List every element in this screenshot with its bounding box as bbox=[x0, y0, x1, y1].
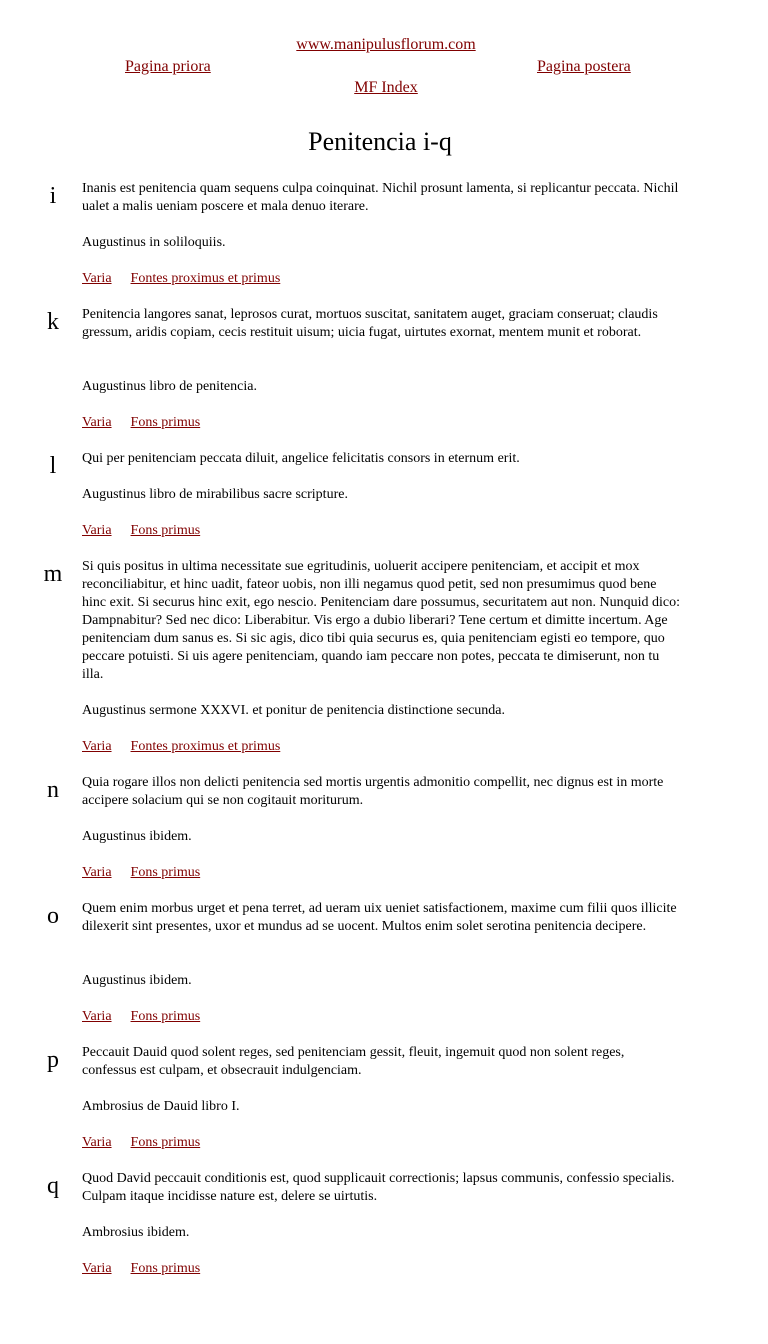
entry-quote: Peccauit Dauid quod solent reges, sed penitenciam gessit, fleuit, ingemuit quod non solent reges, confessus est culpam, et obsecrauit indulgenciam. bbox=[82, 1045, 625, 1078]
entry-letter: n bbox=[47, 777, 59, 803]
entry-quote: Quem enim morbus urget et pena terret, ad ueram uix ueniet satisfactionem, maxime cum filii quos illicite dilexerit sint presentes, uxor et mundus ad se uocent. Multos enim solet serotina penitencia decipere. bbox=[82, 901, 677, 934]
entry-quote: Qui per penitenciam peccata diluit, angelice felicitatis consors in eternum erit. bbox=[82, 451, 520, 466]
entry-links bbox=[82, 864, 200, 882]
entry-links bbox=[82, 1008, 200, 1026]
entry-letter: m bbox=[43, 561, 63, 587]
entry-quote: Quod David peccauit conditionis est, quod supplicauit correctionis; lapsus communis, confessio specialis. Culpam itaque incidisse nature est, delere se uirtutis. bbox=[82, 1171, 675, 1204]
entry-source: Augustinus libro de penitencia. bbox=[82, 379, 257, 394]
fons-primus-link[interactable]: Fons primus bbox=[130, 415, 201, 430]
entry-letter: p bbox=[47, 1047, 59, 1073]
varia-link[interactable]: Varia bbox=[82, 1261, 112, 1276]
entry-links bbox=[82, 522, 200, 540]
varia-link[interactable]: Varia bbox=[82, 1135, 112, 1150]
varia-link[interactable]: Varia bbox=[82, 1009, 112, 1024]
varia-link[interactable]: Varia bbox=[82, 415, 112, 430]
entry-source: Augustinus in soliloquiis. bbox=[82, 235, 226, 250]
entry-letter: l bbox=[49, 453, 57, 479]
mf-index-link[interactable]: MF Index bbox=[354, 79, 418, 96]
fons-primus-link[interactable]: Fons primus bbox=[130, 1009, 201, 1024]
fons-primus-link[interactable]: Fons primus bbox=[130, 865, 201, 880]
entry-quote: Penitencia langores sanat, leprosos curat, mortuos suscitat, sanitatem auget, graciam conseruat; claudis gressum, aridis copiam, cecis restituit uisum; uicia fugat, uirtutes exornat, mentem munit et roborat. bbox=[82, 307, 658, 340]
varia-link[interactable]: Varia bbox=[82, 271, 112, 286]
varia-link[interactable]: Varia bbox=[82, 523, 112, 538]
entry-links bbox=[82, 738, 280, 756]
entry-quote: Si quis positus in ultima necessitate sue egritudinis, uoluerit accipere penitenciam, et accipit et mox reconciliabitur, et hinc uadit, fateor uobis, non illi negamus quod petit, sed non presumimus quod bene hinc exit. Si securus hinc exit, ego nescio. Penitenciam dare possumus, securitatem aut non. Nunquid dico: Dampnabitur? Sed nec dico: Liberabitur. Vis ergo a dubio liberari? Tene certum et dimitte incertum. Age penitenciam dum sanus es. Si sic agis, dico tibi quia securus es, quia penitenciam egisti eo tempore, quo peccare potuisti. Si uis agere penitenciam, quando iam peccare non potes, peccata te dimiserunt, non tu illa. bbox=[82, 559, 680, 682]
prev-page-link[interactable]: Pagina priora bbox=[125, 58, 211, 75]
entry-source: Ambrosius ibidem. bbox=[82, 1225, 190, 1240]
entry-quote: Quia rogare illos non delicti penitencia sed mortis urgentis admonitio compellit, nec dignus est in morte accipere solacium qui se non cogitauit moriturum. bbox=[82, 775, 664, 808]
entry-source: Ambrosius de Dauid libro I. bbox=[82, 1099, 240, 1114]
entry-links bbox=[82, 1134, 200, 1152]
entry-links bbox=[82, 414, 200, 432]
entry-letter: i bbox=[49, 183, 57, 209]
entry-letter: o bbox=[47, 903, 59, 929]
site-home-link[interactable]: www.manipulusflorum.com bbox=[296, 36, 476, 53]
entry-source: Augustinus sermone XXXVI. et ponitur de penitencia distinctione secunda. bbox=[82, 703, 506, 718]
entry-source: Augustinus libro de mirabilibus sacre scripture. bbox=[82, 487, 348, 502]
fontes-link[interactable]: Fontes proximus et primus bbox=[130, 271, 281, 286]
entry-letter: q bbox=[47, 1173, 59, 1199]
entry-source: Augustinus ibidem. bbox=[82, 973, 192, 988]
entry-quote: Inanis est penitencia quam sequens culpa coinquinat. Nichil prosunt lamenta, si replicantur peccata. Nichil ualet a malis ueniam poscere et mala denuo iterare. bbox=[82, 181, 679, 214]
varia-link[interactable]: Varia bbox=[82, 739, 112, 754]
page-title: Penitencia i-q bbox=[308, 127, 452, 156]
entry-links bbox=[82, 1260, 200, 1278]
fontes-link[interactable]: Fontes proximus et primus bbox=[130, 739, 281, 754]
next-page-link[interactable]: Pagina postera bbox=[537, 58, 631, 75]
fons-primus-link[interactable]: Fons primus bbox=[130, 523, 201, 538]
entry-links bbox=[82, 270, 280, 288]
entry-source: Augustinus ibidem. bbox=[82, 829, 192, 844]
fons-primus-link[interactable]: Fons primus bbox=[130, 1261, 201, 1276]
varia-link[interactable]: Varia bbox=[82, 865, 112, 880]
entry-letter: k bbox=[47, 309, 59, 335]
fons-primus-link[interactable]: Fons primus bbox=[130, 1135, 201, 1150]
